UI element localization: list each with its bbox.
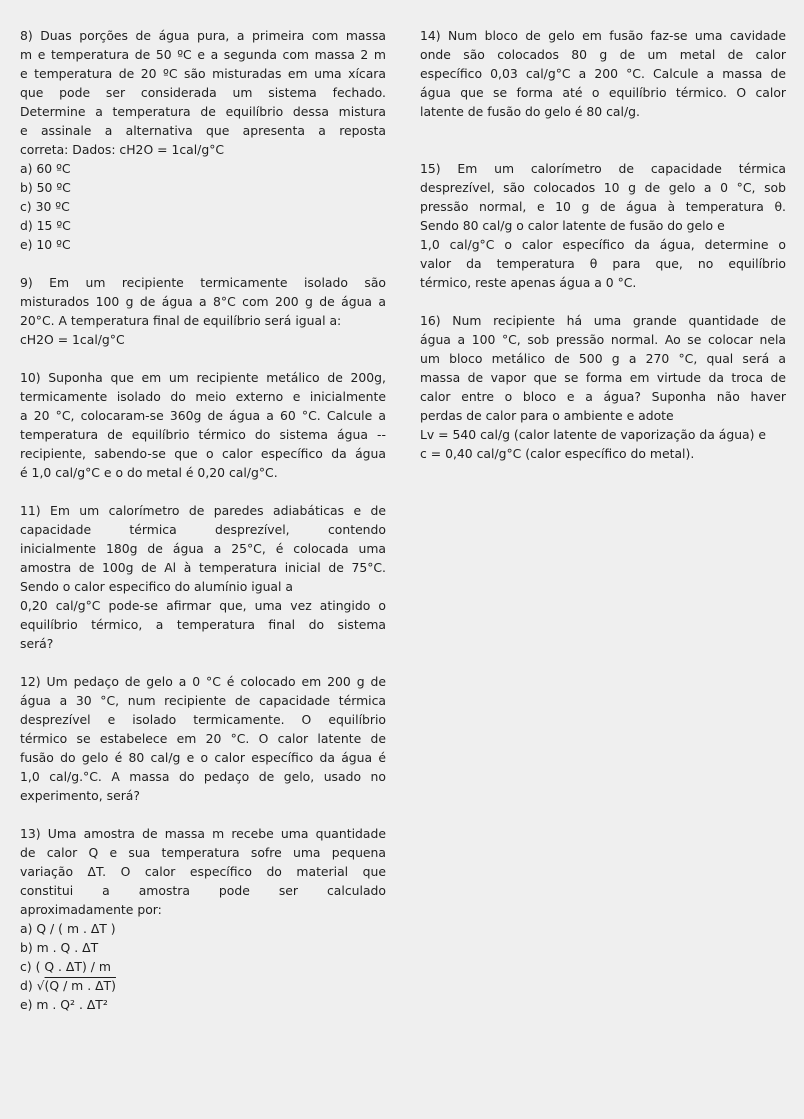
question-text-line: água a 30 °C, num recipiente de capacidade térmica — [20, 693, 386, 708]
question-text-line: 16) Num recipiente há uma grande quantidade de — [420, 313, 786, 328]
question-text-line: Lv = 540 cal/g (calor latente de vaporização da água) e — [420, 427, 767, 442]
question-text-line: capacidade térmica desprezível, contendo — [20, 522, 386, 537]
question-text-line: a 20 °C, colocaram-se 360g de água a 60 °C. Calcule a — [20, 408, 386, 423]
question-15 — [420, 159, 786, 292]
question-text-line: constitui a amostra pode ser calculado — [20, 883, 386, 898]
question-text-line: desprezível, são colocados 10 g de gelo a 0 °C, sob — [420, 180, 786, 195]
question-text-line: experimento, será? — [20, 788, 140, 803]
question-text-line: latente de fusão do gelo é 80 cal/g. — [420, 104, 640, 119]
question-text-line: perdas de calor para o ambiente e adote — [420, 408, 674, 423]
answer-option-d — [20, 976, 386, 995]
question-text-line: será? — [20, 636, 54, 651]
right-column — [420, 26, 786, 463]
question-text-line: específico 0,03 cal/g°C a 200 °C. Calcule a massa de — [420, 66, 786, 81]
square-root-radicand: (Q / m . ΔT) — [44, 978, 116, 993]
question-text-line: c = 0,40 cal/g°C (calor específico do metal). — [420, 446, 695, 461]
option-d-prefix: d) √ — [20, 978, 45, 993]
question-text-line: e assinale a alternativa que apresenta a reposta — [20, 123, 386, 138]
answer-option: c) 30 ºC — [20, 199, 70, 214]
question-text-line: cH2O = 1cal/g°C — [20, 332, 125, 347]
question-text-line: 1,0 cal/g°C o calor específico da água, determine o — [420, 237, 786, 252]
question-text-line: 9) Em um recipiente termicamente isolado são — [20, 275, 386, 290]
question-text-line: amostra de 100g de Al à temperatura inicial de 75°C. — [20, 560, 386, 575]
question-14 — [420, 26, 786, 121]
question-text-line: 8) Duas porções de água pura, a primeira com massa — [20, 28, 386, 43]
question-text-line: calor entre o bloco e a água? Suponha não haver — [420, 389, 786, 404]
answer-option: c) ( Q . ΔT) / m — [20, 959, 111, 974]
question-text-line: água que se forma até o equilíbrio térmico. O calor — [420, 85, 786, 100]
question-9 — [20, 273, 386, 349]
question-12 — [20, 672, 386, 805]
question-text-line: água a 100 °C, sob pressão normal. Ao se colocar nela — [420, 332, 786, 347]
question-8 — [20, 26, 386, 254]
question-text-line: variação ΔT. O calor específico do material que — [20, 864, 386, 879]
question-text-line: Determine a temperatura de equilíbrio dessa mistura — [20, 104, 386, 119]
question-text-line: fusão do gelo é 80 cal/g e o calor específico da água é — [20, 750, 386, 765]
question-text-line: de calor Q e sua temperatura sofre uma pequena — [20, 845, 386, 860]
question-text-line: 20°C. A temperatura final de equilíbrio será igual a: — [20, 313, 342, 328]
question-text-line: 1,0 cal/g.°C. A massa do pedaço de gelo, usado no — [20, 769, 386, 784]
answer-option: d) 15 ºC — [20, 218, 71, 233]
question-text-line: térmico se estabelece em 20 °C. O calor latente de — [20, 731, 386, 746]
question-text-line: 11) Em um calorímetro de paredes adiabáticas e de — [20, 503, 386, 518]
question-11 — [20, 501, 386, 653]
question-text-line: 15) Em um calorímetro de capacidade térmica — [420, 161, 786, 176]
question-text-line: um bloco metálico de 500 g a 270 °C, qual será a — [420, 351, 786, 366]
question-text-line: 13) Uma amostra de massa m recebe uma quantidade — [20, 826, 386, 841]
question-text-line: m e temperatura de 50 ºC e a segunda com massa 2 m — [20, 47, 386, 62]
question-text-line: Sendo 80 cal/g o calor latente de fusão do gelo e — [420, 218, 725, 233]
question-text-line: térmico, reste apenas água a 0 °C. — [420, 275, 637, 290]
question-text-line: 12) Um pedaço de gelo a 0 °C é colocado em 200 g de — [20, 674, 386, 689]
answer-option: a) Q / ( m . ΔT ) — [20, 921, 116, 936]
question-text-line: é 1,0 cal/g°C e o do metal é 0,20 cal/g°C. — [20, 465, 278, 480]
question-text-line: correta: Dados: cH2O = 1cal/g°C — [20, 142, 225, 157]
question-text-line: e temperatura de 20 ºC são misturadas em uma xícara — [20, 66, 386, 81]
question-text-line: 0,20 cal/g°C pode-se afirmar que, uma vez atingido o — [20, 598, 386, 613]
question-16 — [420, 311, 786, 463]
question-text-line: 14) Num bloco de gelo em fusão faz-se uma cavidade — [420, 28, 786, 43]
answer-option: e) m . Q² . ΔT² — [20, 997, 108, 1012]
question-text-line: misturados 100 g de água a 8°C com 200 g de água a — [20, 294, 386, 309]
question-text-line: inicialmente 180g de água a 25°C, é colocada uma — [20, 541, 386, 556]
question-text-line: desprezível e isolado termicamente. O equilíbrio — [20, 712, 386, 727]
question-text-line: recipiente, sabendo-se que o calor específico da água — [20, 446, 386, 461]
question-text-line: 10) Suponha que em um recipiente metálico de 200g, — [20, 370, 386, 385]
question-text-line: pressão normal, e 10 g de água à temperatura θ. — [420, 199, 786, 214]
answer-option: a) 60 ºC — [20, 161, 71, 176]
question-10 — [20, 368, 386, 482]
question-text-line: onde são colocados 80 g de um metal de calor — [420, 47, 786, 62]
question-text-line: aproximadamente por: — [20, 902, 162, 917]
question-13 — [20, 824, 386, 1014]
left-column — [20, 26, 386, 1014]
question-text-line: termicamente isolado do meio externo e inicialmente — [20, 389, 386, 404]
question-text-line: equilíbrio térmico, a temperatura final do sistema — [20, 617, 386, 632]
question-text-line: valor da temperatura θ para que, no equilíbrio — [420, 256, 786, 271]
question-text-line: que pode ser considerada um sistema fechado. — [20, 85, 386, 100]
answer-option: b) 50 ºC — [20, 180, 71, 195]
question-text-line: Sendo o calor especifico do alumínio igual a — [20, 579, 293, 594]
answer-option: e) 10 ºC — [20, 237, 71, 252]
question-text-line: temperatura de equilíbrio térmico do sistema água -- — [20, 427, 386, 442]
question-text-line: massa de vapor que se forma em virtude da troca de — [420, 370, 786, 385]
answer-option: b) m . Q . ΔT — [20, 940, 99, 955]
